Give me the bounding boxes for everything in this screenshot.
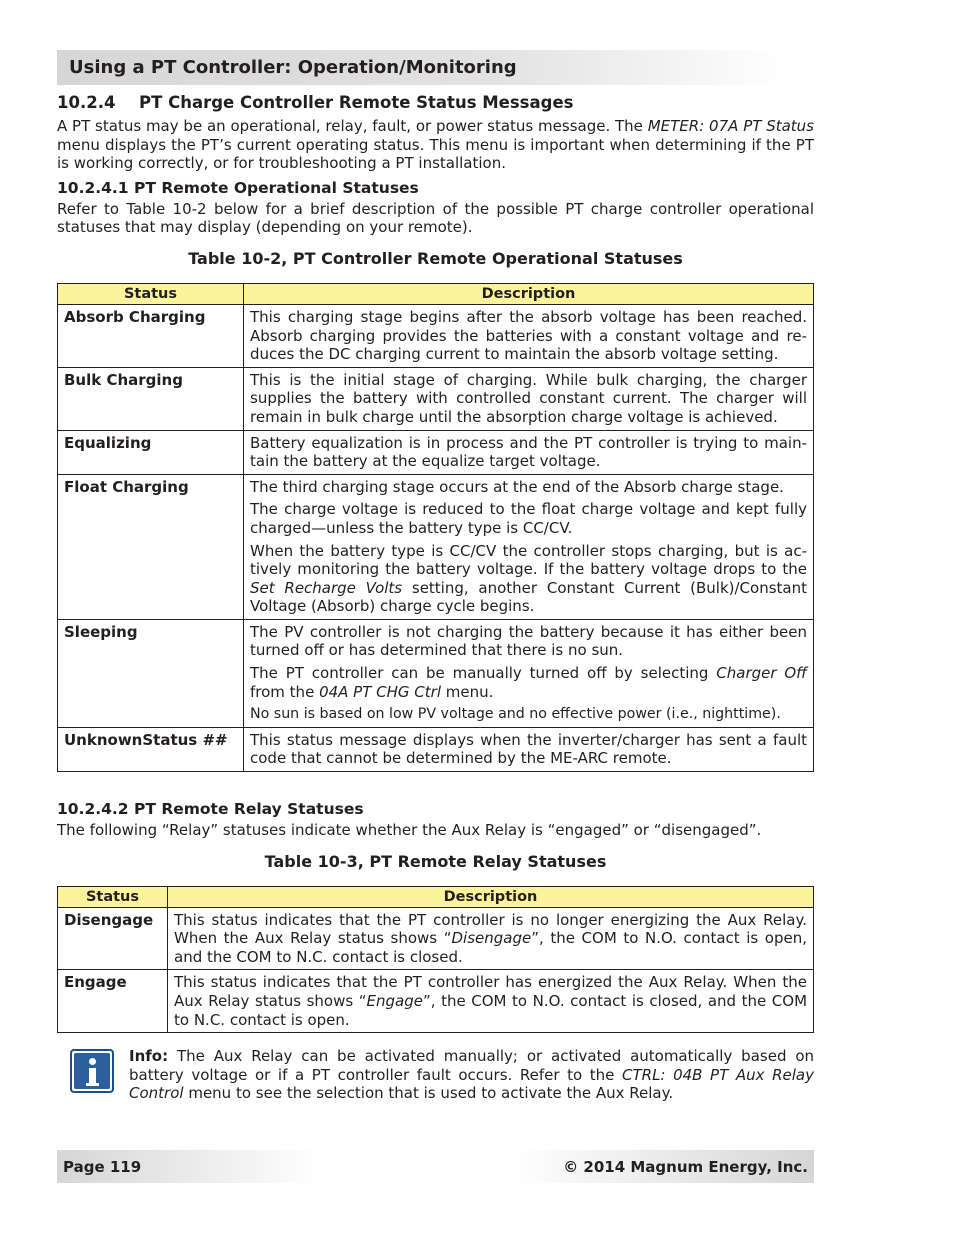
column-header-description: Description	[244, 283, 814, 304]
description-fragment: This status indicates that the PT controller is no longer energizing the Aux Relay. When the Aux Relay status shows “	[174, 910, 807, 948]
description-fragment: menu.	[441, 682, 494, 701]
relay-status-table	[57, 886, 814, 1034]
status-cell: Float Charging	[58, 474, 244, 619]
description-cell	[244, 430, 814, 474]
subsection-heading-relay: 10.2.4.2 PT Remote Relay Statuses	[57, 800, 364, 819]
page-content	[57, 93, 814, 1103]
description-cell	[244, 727, 814, 771]
info-note	[57, 1047, 814, 1103]
section-number: 10.2.4	[57, 93, 116, 112]
menu-ref: CTRL: 04B PT Aux Relay Control	[129, 1065, 814, 1103]
info-fragment: The Aux Relay can be activated manually; or activated automatically based on battery voltage or if a PT controller fault occurs. Refer to the	[129, 1047, 814, 1084]
table-row	[58, 727, 814, 771]
column-header-status: Status	[58, 886, 168, 907]
subsection-intro-relay: The following “Relay” statuses indicate whether the Aux Relay is “engaged” or “disengaged”.	[57, 821, 762, 840]
copyright: © 2014 Magnum Energy, Inc.	[563, 1158, 808, 1176]
description-cell	[244, 367, 814, 430]
description-fragment: from the	[250, 682, 320, 701]
section-title: PT Charge Controller Remote Status Messages	[139, 93, 574, 112]
setting-ref: Set Recharge Volts	[250, 578, 403, 597]
table-caption-relay: Table 10-3, PT Remote Relay Statuses	[264, 851, 607, 871]
description-text: Battery equalization is in process and the PT controller is trying to main-tain the battery at the equalize target voltage.	[250, 433, 807, 471]
description-text	[174, 911, 807, 967]
description-text: The third charging stage occurs at the end of the Absorb charge stage.	[250, 477, 784, 496]
description-fragment: The PT controller can be manually turned off by selecting	[250, 664, 717, 683]
intro-text-a: A PT status may be an operational, relay, fault, or power status message. The	[57, 117, 648, 135]
description-cell	[244, 474, 814, 619]
status-cell: Absorb Charging	[58, 304, 244, 367]
description-text: This is the initial stage of charging. While bulk charging, the charger supplies the battery with controlled constant current. The charger will remain in bulk charge until the absorption charge voltage is achieved.	[250, 370, 807, 426]
description-fragment: ”, the COM to N.O. contact is closed, and the COM to N.C. contact is open.	[174, 992, 808, 1029]
description-text	[174, 973, 807, 1029]
table-row	[58, 430, 814, 474]
info-icon	[70, 1049, 114, 1093]
description-text: No sun is based on low PV voltage and no effective power (i.e., nighttime).	[250, 706, 781, 723]
status-ref: Disengage	[451, 929, 532, 948]
header-band	[57, 50, 787, 85]
description-text: This charging stage begins after the absorb voltage has been reached. Absorb charging provides the batteries with a constant voltage and re-duces the DC charging current to maintain the absorb voltage setting.	[250, 307, 807, 364]
table-row	[58, 907, 814, 970]
description-text	[250, 542, 807, 616]
status-cell: Disengage	[58, 907, 168, 970]
column-header-status: Status	[58, 283, 244, 304]
table-row	[58, 304, 814, 367]
status-cell: Sleeping	[58, 619, 244, 727]
status-cell: Bulk Charging	[58, 367, 244, 430]
table-row	[58, 367, 814, 430]
column-header-description: Description	[168, 886, 814, 907]
footer-band	[57, 1150, 814, 1183]
chapter-title: Using a PT Controller: Operation/Monitoring	[69, 57, 517, 78]
description-text: The PV controller is not charging the battery because it has either been turned off or has determined that there is no sun.	[250, 622, 807, 660]
subsection-heading-operational: 10.2.4.1 PT Remote Operational Statuses	[57, 178, 419, 197]
table-row	[58, 474, 814, 619]
menu-ref: 04A PT CHG Ctrl	[319, 682, 441, 701]
info-label: Info:	[129, 1047, 169, 1066]
table-caption-operational: Table 10-2, PT Controller Remote Operational Statuses	[188, 248, 683, 268]
description-cell	[244, 619, 814, 727]
description-fragment: setting, another Constant Current (Bulk)/Constant Voltage (Absorb) charge cycle begins.	[250, 578, 807, 616]
page-number: Page 119	[63, 1158, 142, 1176]
description-cell	[244, 304, 814, 367]
info-fragment: menu to see the selection that is used to activate the Aux Relay.	[183, 1084, 674, 1103]
subsection-intro-operational: Refer to Table 10-2 below for a brief description of the possible PT charge controller operational statuses that may display (depending on your remote).	[57, 199, 814, 237]
section-heading	[57, 93, 814, 112]
description-fragment: ”, the COM to N.O. contact is open, and the COM to N.C. contact is closed.	[174, 929, 807, 966]
description-cell	[168, 907, 814, 970]
setting-ref: Charger Off	[716, 664, 807, 683]
status-cell: Equalizing	[58, 430, 244, 474]
table-row	[58, 970, 814, 1033]
description-text: The charge voltage is reduced to the float charge voltage and kept fully charged—unless the battery type is CC/CV.	[250, 500, 807, 537]
description-text	[250, 664, 807, 701]
description-fragment: When the battery type is CC/CV the controller stops charging, but is ac-tively monitoring the battery voltage. If the battery voltage drops to the	[250, 541, 807, 579]
description-fragment: This status indicates that the PT controller has energized the Aux Relay. When the Aux Relay status shows “	[174, 973, 807, 1010]
table-header-row	[58, 283, 814, 304]
table-row	[58, 619, 814, 727]
status-cell: UnknownStatus ##	[58, 727, 244, 771]
section-intro	[57, 117, 814, 173]
intro-menu-ref: METER: 07A PT Status	[647, 117, 814, 135]
table-header-row	[58, 886, 814, 907]
description-cell	[168, 970, 814, 1033]
status-ref: Engage	[366, 992, 423, 1010]
info-text	[129, 1047, 814, 1103]
intro-text-c: menu displays the PT’s current operating status. This menu is important when determining if the PT is working correctly, or for troubleshooting a PT installation.	[57, 135, 814, 173]
status-cell: Engage	[58, 970, 168, 1033]
operational-status-table	[57, 283, 814, 772]
description-text: This status message displays when the inverter/charger has sent a fault code that cannot be determined by the ME-ARC remote.	[250, 730, 807, 768]
